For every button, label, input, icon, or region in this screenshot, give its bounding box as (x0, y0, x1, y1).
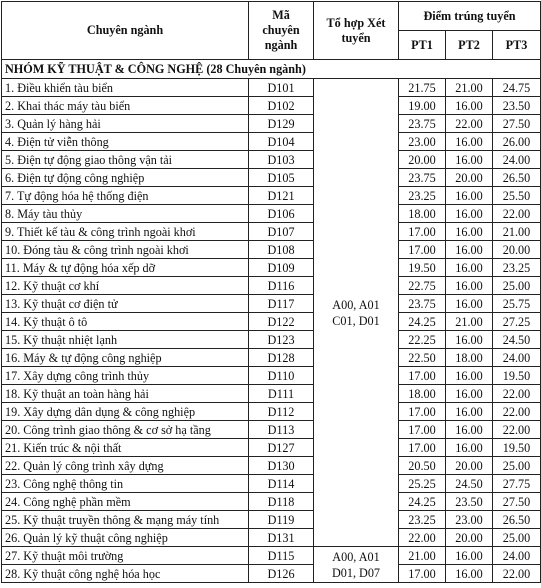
score-pt3: 24.00 (493, 547, 541, 565)
score-pt1: 17.00 (399, 241, 446, 259)
major-code: D114 (249, 475, 314, 493)
score-pt3: 23.25 (493, 259, 541, 277)
header-combo (314, 2, 399, 60)
score-pt2: 16.00 (446, 547, 493, 565)
score-pt1: 20.50 (399, 457, 446, 475)
major-name: 13. Kỹ thuật cơ điện tử (2, 295, 249, 313)
major-name: 28. Kỹ thuật công nghệ hóa học (2, 565, 249, 583)
major-code: D121 (249, 187, 314, 205)
score-pt3: 25.00 (493, 529, 541, 547)
score-pt2: 16.00 (446, 439, 493, 457)
combination-line: D01, D07 (331, 565, 381, 580)
major-name: 1. Điều khiển tàu biển (2, 79, 249, 97)
header-code-line: chuyên (262, 23, 300, 37)
score-pt1: 17.00 (399, 367, 446, 385)
score-pt1: 17.00 (399, 223, 446, 241)
score-pt2: 16.00 (446, 133, 493, 151)
score-pt1: 17.00 (399, 421, 446, 439)
score-pt1: 17.00 (399, 403, 446, 421)
score-pt2: 16.00 (446, 403, 493, 421)
major-code: D113 (249, 421, 314, 439)
score-pt3: 24.00 (493, 349, 541, 367)
table-row (2, 277, 541, 295)
score-pt3: 27.75 (493, 475, 541, 493)
combination-cell (314, 79, 399, 547)
score-pt3: 22.00 (493, 385, 541, 403)
group-row (2, 60, 541, 79)
major-code: D104 (249, 133, 314, 151)
table-row (2, 169, 541, 187)
major-name: 14. Kỹ thuật ô tô (2, 313, 249, 331)
score-pt1: 23.75 (399, 295, 446, 313)
page (0, 1, 541, 588)
table-row (2, 295, 541, 313)
score-pt3: 22.00 (493, 565, 541, 583)
score-pt1: 19.00 (399, 97, 446, 115)
score-pt3: 26.00 (493, 133, 541, 151)
major-name: 5. Điện tự động giao thông vận tải (2, 151, 249, 169)
major-code: D129 (249, 115, 314, 133)
score-pt1: 18.00 (399, 385, 446, 403)
score-pt2: 16.00 (446, 187, 493, 205)
major-name: 23. Công nghệ thông tin (2, 475, 249, 493)
table-row (2, 493, 541, 511)
table-row (2, 259, 541, 277)
score-pt2: 16.00 (446, 205, 493, 223)
header-code (249, 2, 314, 60)
major-code: D106 (249, 205, 314, 223)
major-code: D112 (249, 403, 314, 421)
score-pt3: 25.75 (493, 295, 541, 313)
table-row (2, 151, 541, 169)
major-code: D126 (249, 565, 314, 583)
header-pt2: PT2 (446, 31, 493, 60)
score-pt2: 16.00 (446, 295, 493, 313)
group-title: NHÓM KỸ THUẬT & CÔNG NGHỆ (28 Chuyên ngành) (2, 60, 541, 79)
score-pt3: 27.50 (493, 115, 541, 133)
score-pt1: 20.00 (399, 151, 446, 169)
score-pt2: 18.00 (446, 349, 493, 367)
score-pt1: 22.50 (399, 349, 446, 367)
table-row (2, 205, 541, 223)
score-pt1: 18.00 (399, 205, 446, 223)
table-header (2, 2, 541, 60)
score-pt3: 25.00 (493, 277, 541, 295)
header-pt3: PT3 (493, 31, 541, 60)
table-row (2, 133, 541, 151)
major-name: 7. Tự động hóa hệ thống điện (2, 187, 249, 205)
major-name: 25. Kỹ thuật truyền thông & mạng máy tính (2, 511, 249, 529)
major-code: D115 (249, 547, 314, 565)
score-pt1: 23.25 (399, 511, 446, 529)
major-name: 4. Điện tử viễn thông (2, 133, 249, 151)
score-pt1: 23.75 (399, 115, 446, 133)
table-row (2, 223, 541, 241)
major-name: 2. Khai thác máy tàu biển (2, 97, 249, 115)
major-name: 21. Kiến trúc & nội thất (2, 439, 249, 457)
table-row (2, 475, 541, 493)
score-pt3: 25.50 (493, 187, 541, 205)
score-pt2: 16.00 (446, 277, 493, 295)
major-code: D128 (249, 349, 314, 367)
table-row (2, 331, 541, 349)
score-pt1: 21.00 (399, 547, 446, 565)
major-name: 6. Điện tự động công nghiệp (2, 169, 249, 187)
combination-line: C01, D01 (332, 313, 380, 328)
major-code: D116 (249, 277, 314, 295)
score-pt1: 22.75 (399, 277, 446, 295)
table-row (2, 439, 541, 457)
score-pt3: 22.00 (493, 205, 541, 223)
major-code: D130 (249, 457, 314, 475)
score-pt3: 27.25 (493, 313, 541, 331)
score-pt2: 16.00 (446, 151, 493, 169)
major-name: 19. Xây dựng dân dụng & công nghiệp (2, 403, 249, 421)
score-pt2: 16.00 (446, 331, 493, 349)
major-code: D111 (249, 385, 314, 403)
score-pt3: 21.00 (493, 223, 541, 241)
score-pt2: 20.00 (446, 457, 493, 475)
table-row (2, 349, 541, 367)
major-name: 11. Máy & tự động hóa xếp dỡ (2, 259, 249, 277)
table-row (2, 313, 541, 331)
score-pt1: 23.00 (399, 133, 446, 151)
table-row (2, 115, 541, 133)
score-pt2: 20.00 (446, 169, 493, 187)
major-code: D123 (249, 331, 314, 349)
score-pt3: 23.50 (493, 97, 541, 115)
major-name: 20. Công trình giao thông & cơ sở hạ tầng (2, 421, 249, 439)
score-pt2: 23.50 (446, 493, 493, 511)
table-row (2, 97, 541, 115)
score-pt2: 16.00 (446, 241, 493, 259)
major-name: 18. Kỹ thuật an toàn hàng hải (2, 385, 249, 403)
score-pt3: 24.00 (493, 151, 541, 169)
score-pt2: 16.00 (446, 421, 493, 439)
score-pt2: 16.00 (446, 259, 493, 277)
major-name: 26. Quản lý kỹ thuật công nghiệp (2, 529, 249, 547)
score-pt2: 24.50 (446, 475, 493, 493)
score-pt1: 25.25 (399, 475, 446, 493)
header-major: Chuyên ngành (2, 2, 249, 60)
major-code: D122 (249, 313, 314, 331)
combination-line: A00, A01 (332, 297, 380, 312)
header-combo-line: Tổ hợp Xét (326, 15, 386, 30)
table-body (2, 60, 541, 583)
major-code: D102 (249, 97, 314, 115)
score-pt3: 26.50 (493, 169, 541, 187)
major-name: 15. Kỹ thuật nhiệt lạnh (2, 331, 249, 349)
score-pt2: 16.00 (446, 223, 493, 241)
score-pt3: 24.75 (493, 79, 541, 97)
major-code: D108 (249, 241, 314, 259)
score-pt3: 25.00 (493, 457, 541, 475)
admission-scores-table (1, 1, 541, 583)
table-row (2, 241, 541, 259)
score-pt1: 23.25 (399, 187, 446, 205)
major-name: 10. Đóng tàu & công trình ngoài khơi (2, 241, 249, 259)
score-pt1: 24.25 (399, 493, 446, 511)
major-code: D101 (249, 79, 314, 97)
table-row (2, 511, 541, 529)
table-row (2, 187, 541, 205)
score-pt2: 21.00 (446, 313, 493, 331)
score-pt1: 17.00 (399, 439, 446, 457)
score-pt2: 21.00 (446, 79, 493, 97)
score-pt3: 26.50 (493, 511, 541, 529)
score-pt1: 21.75 (399, 79, 446, 97)
score-pt1: 23.75 (399, 169, 446, 187)
table-row (2, 79, 541, 97)
table-row (2, 547, 541, 565)
table-row (2, 529, 541, 547)
major-code: D117 (249, 295, 314, 313)
major-name: 24. Công nghệ phần mềm (2, 493, 249, 511)
score-pt1: 19.50 (399, 259, 446, 277)
score-pt1: 17.00 (399, 565, 446, 583)
score-pt2: 22.00 (446, 115, 493, 133)
combination-cell (314, 547, 399, 583)
score-pt2: 20.00 (446, 529, 493, 547)
major-name: 17. Xây dựng công trình thủy (2, 367, 249, 385)
score-pt2: 16.00 (446, 565, 493, 583)
score-pt2: 23.00 (446, 511, 493, 529)
header-combo-line: tuyển (341, 30, 371, 45)
header-score-group: Điểm trúng tuyển (399, 2, 541, 31)
header-code-line: Mã (272, 8, 290, 22)
major-code: D105 (249, 169, 314, 187)
major-code: D131 (249, 529, 314, 547)
major-name: 27. Kỹ thuật môi trường (2, 547, 249, 565)
table-row (2, 403, 541, 421)
score-pt2: 16.00 (446, 97, 493, 115)
major-code: D103 (249, 151, 314, 169)
score-pt3: 22.00 (493, 421, 541, 439)
score-pt2: 16.00 (446, 385, 493, 403)
score-pt3: 22.00 (493, 403, 541, 421)
table-row (2, 385, 541, 403)
table-row (2, 367, 541, 385)
score-pt1: 24.25 (399, 313, 446, 331)
score-pt1: 22.00 (399, 529, 446, 547)
major-code: D107 (249, 223, 314, 241)
major-code: D110 (249, 367, 314, 385)
score-pt3: 19.50 (493, 439, 541, 457)
major-name: 22. Quản lý công trình xây dựng (2, 457, 249, 475)
header-pt1: PT1 (399, 31, 446, 60)
major-name: 3. Quản lý hàng hải (2, 115, 249, 133)
table-row (2, 421, 541, 439)
score-pt3: 19.50 (493, 367, 541, 385)
major-name: 12. Kỹ thuật cơ khí (2, 277, 249, 295)
score-pt2: 16.00 (446, 367, 493, 385)
score-pt1: 22.25 (399, 331, 446, 349)
major-name: 9. Thiết kế tàu & công trình ngoài khơi (2, 223, 249, 241)
combination-line: A00, A01 (332, 549, 380, 564)
table-row (2, 565, 541, 583)
major-code: D118 (249, 493, 314, 511)
major-name: 16. Máy & tự động công nghiệp (2, 349, 249, 367)
score-pt3: 20.00 (493, 241, 541, 259)
major-code: D109 (249, 259, 314, 277)
major-code: D119 (249, 511, 314, 529)
major-code: D127 (249, 439, 314, 457)
score-pt3: 24.50 (493, 331, 541, 349)
header-code-line: ngành (264, 38, 298, 52)
major-name: 8. Máy tàu thủy (2, 205, 249, 223)
table-row (2, 457, 541, 475)
score-pt3: 27.50 (493, 493, 541, 511)
